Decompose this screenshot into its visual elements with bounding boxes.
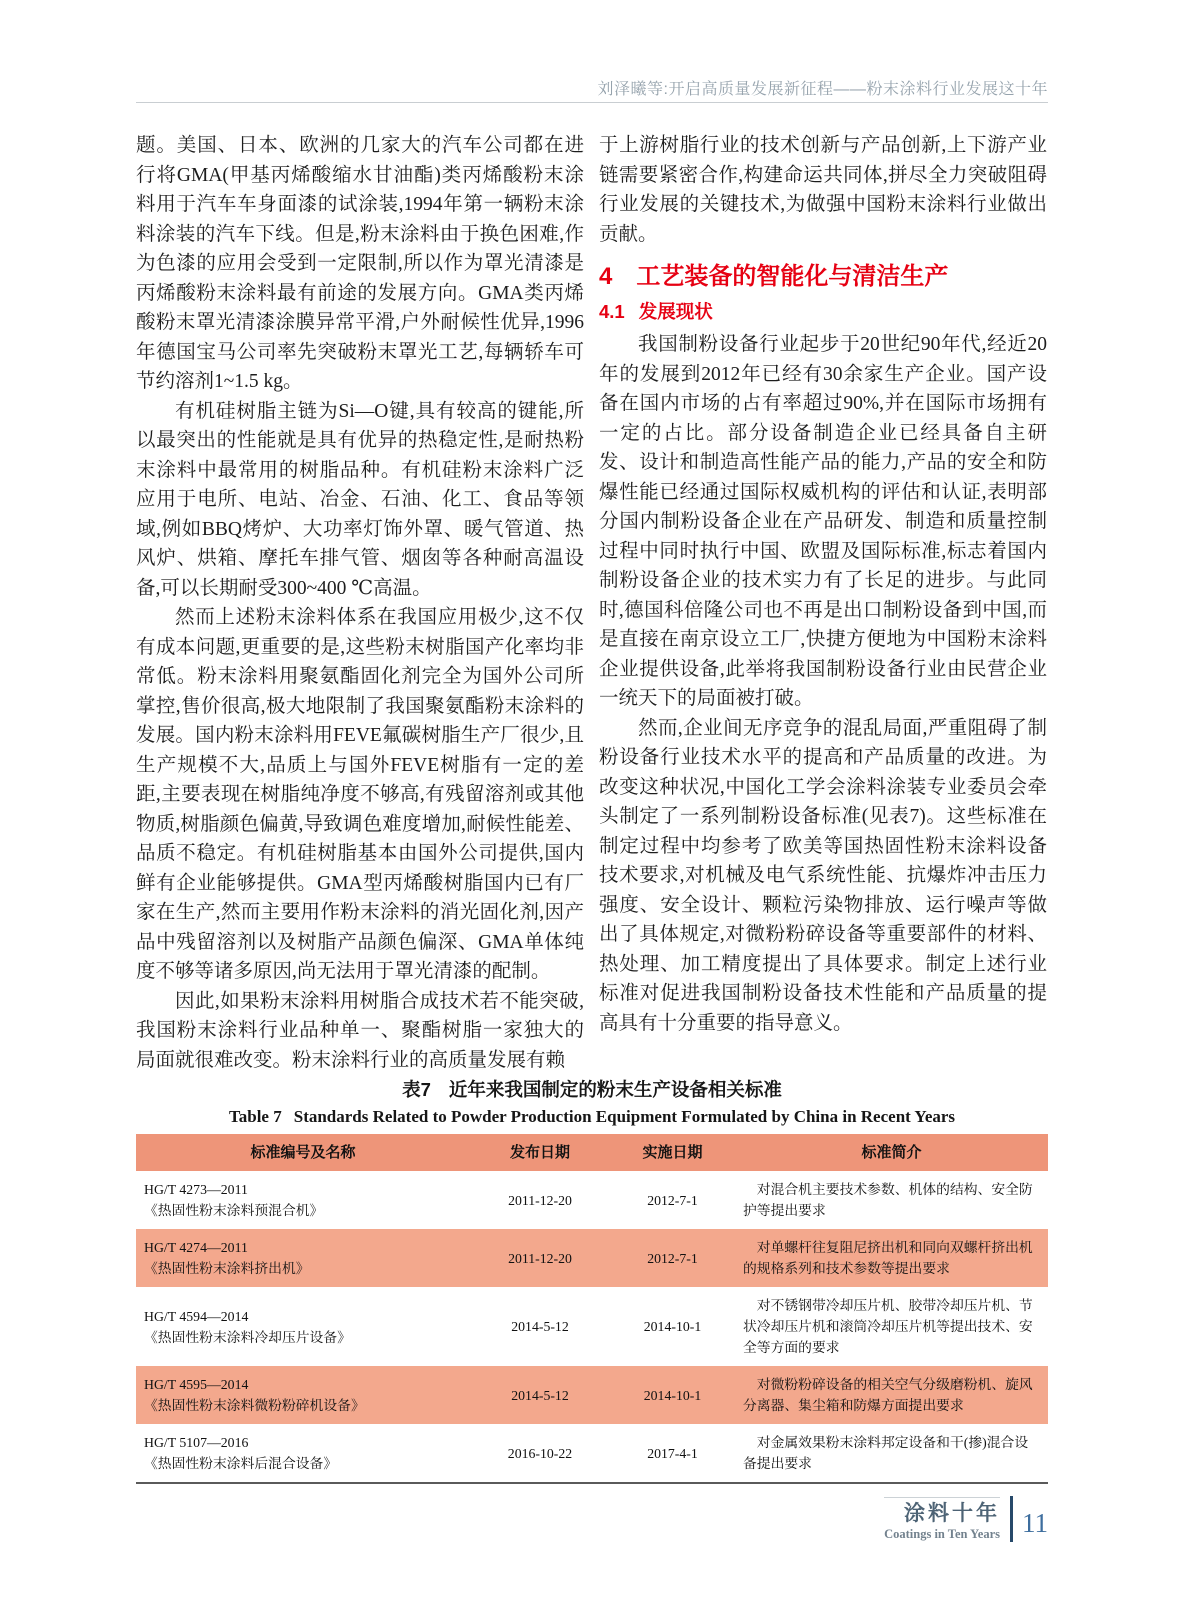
footer-page-number: 11 [1022, 1508, 1048, 1538]
section-heading [599, 262, 1047, 292]
column-header-summary: 标准简介 [735, 1134, 1048, 1171]
implement-date-cell: 2017-4-1 [647, 1445, 698, 1461]
standard-row [136, 1424, 1048, 1483]
standard-code-name-cell [136, 1424, 470, 1483]
table-caption-en [136, 1105, 1048, 1128]
implement-date-cell: 2012-7-1 [647, 1192, 698, 1208]
summary-cell: 对微粉粉碎设备的相关空气分级磨粉机、旋风分离器、集尘箱和防爆方面提出要求 [735, 1366, 1048, 1424]
right-column [599, 131, 1047, 1075]
summary-cell: 对混合机主要技术参数、机体的结构、安全防护等提出要求 [743, 1182, 1033, 1218]
issue-date-cell: 2011-12-20 [508, 1192, 572, 1208]
page-footer [884, 1496, 1048, 1542]
standard-row [136, 1229, 1048, 1287]
left-column [136, 131, 584, 1075]
footer-brand-zh: 涂料十年 [904, 1501, 1000, 1525]
summary-cell: 对不锈钢带冷却压片机、胶带冷却压片机、节状冷却压片机和滚筒冷却压片机等提出技术、安全等方面的要求 [743, 1298, 1033, 1355]
standard-name: 《热固性粉末涂料后混合设备》 [144, 1456, 338, 1471]
body-paragraph: 然而上述粉末涂料体系在我国应用极少,这不仅有成本问题,更重要的是,这些粉末树脂国产化率均非常低。粉末涂料用聚氨酯固化剂完全为国外公司所掌控,售价很高,极大地限制了我国聚氨酯粉末涂料的发展。国内粉末涂料用FEVE氟碳树脂生产厂很少,且生产规模不大,品质上与国外FEVE树脂有一定的差距,主要表现在树脂纯净度不够高,有残留溶剂或其他物质,树脂颜色偏黄,导致调色难度增加,耐候性能差、品质不稳定。有机硅树脂基本由国外公司提供,国内鲜有企业能够提供。GMA型丙烯酸树脂国内已有厂家在生产,然而主要用作粉末涂料的消光固化剂,因产品中残留溶剂以及树脂产品颜色偏深、GMA单体纯度不够等诸多原因,尚无法用于罩光清漆的配制。 [136, 607, 584, 982]
body-paragraph: 因此,如果粉末涂料用树脂合成技术若不能突破,我国粉末涂料行业品种单一、聚酯树脂一家独大的局面就很难改变。粉末涂料行业的高质量发展有赖 [136, 990, 584, 1071]
standard-row [136, 1366, 1048, 1424]
standard-code-name-cell [136, 1229, 470, 1287]
subsection-number: 4.1 [599, 301, 625, 322]
table-caption-zh [136, 1078, 1048, 1102]
standard-code: HG/T 4595—2014 [144, 1377, 249, 1392]
header-rule [136, 102, 1048, 103]
section-title: 工艺装备的智能化与清洁生产 [636, 263, 949, 290]
footer-brand [884, 1497, 1000, 1542]
standard-code-name-cell [136, 1171, 470, 1229]
table-caption-en-title: Standards Related to Powder Production Equipment Formulated by China in Recent Years [293, 1107, 956, 1126]
standard-name: 《热固性粉末涂料微粉粉碎机设备》 [144, 1398, 365, 1413]
standard-name: 《热固性粉末涂料预混合机》 [144, 1203, 324, 1218]
table-caption-en-label: Table 7 [228, 1107, 282, 1126]
subsection-title: 发展现状 [638, 301, 713, 322]
standard-code: HG/T 4274—2011 [144, 1240, 248, 1255]
standard-code: HG/T 5107—2016 [144, 1435, 249, 1450]
body-paragraph: 题。美国、日本、欧洲的几家大的汽车公司都在进行将GMA(甲基丙烯酸缩水甘油酯)类丙烯酸粉末涂料用于汽车车身面漆的试涂装,1994年第一辆粉末涂料涂装的汽车下线。但是,粉末涂料由于换色困难,作为色漆的应用会受到一定限制,所以作为罩光清漆是丙烯酸粉末涂料最有前途的发展方向。GMA类丙烯酸粉末罩光清漆涂膜异常平滑,户外耐候性优异,1996年德国宝马公司率先突破粉末罩光工艺,每辆轿车可节约溶剂1~1.5 kg。 [136, 135, 584, 392]
standard-name: 《热固性粉末涂料挤出机》 [144, 1261, 310, 1276]
implement-date-cell: 2014-10-1 [610, 1366, 735, 1424]
issue-date-cell: 2011-12-20 [470, 1229, 610, 1287]
two-column-body [136, 131, 1048, 1075]
body-paragraph: 有机硅树脂主链为Si—O键,具有较高的键能,所以最突出的性能就是具有优异的热稳定性,是耐热粉末涂料中最常用的树脂品种。有机硅粉末涂料广泛应用于电所、电站、冶金、石油、化工、食品等领域,例如BBQ烤炉、大功率灯饰外罩、暖气管道、热风炉、烘箱、摩托车排气管、烟囱等各种耐高温设备,可以长期耐受300~400 ℃高温。 [136, 400, 584, 599]
issue-date-cell: 2016-10-22 [507, 1445, 573, 1461]
standard-code-name-cell [136, 1287, 470, 1366]
running-head-title: 刘泽曦等:开启高质量发展新征程——粉末涂料行业发展这十年 [597, 81, 1048, 98]
standard-row [136, 1171, 1048, 1229]
table-caption-zh-title: 近年来我国制定的粉末生产设备相关标准 [448, 1079, 782, 1100]
standard-name: 《热固性粉末涂料冷却压片设备》 [144, 1329, 351, 1345]
standards-table-block [136, 1078, 1048, 1484]
standard-code: HG/T 4273—2011 [144, 1182, 248, 1197]
footer-brand-en: Coatings in Ten Years [884, 1526, 1000, 1541]
table-header-row [136, 1134, 1048, 1171]
column-header-code-name: 标准编号及名称 [136, 1134, 470, 1171]
body-paragraph: 于上游树脂行业的技术创新与产品创新,上下游产业链需要紧密合作,构建命运共同体,拼尽全力突破阻碍行业发展的关键技术,为做强中国粉末涂料行业做出贡献。 [599, 135, 1047, 245]
body-paragraph: 然而,企业间无序竞争的混乱局面,严重阻碍了制粉设备行业技术水平的提高和产品质量的改进。为改变这种状况,中国化工学会涂料涂装专业委员会牵头制定了一系列制粉设备标准(见表7)。这些标准在制定过程中均参考了欧美等国热固性粉末涂料设备技术要求,对机械及电气系统性能、抗爆炸冲击压力强度、安全设计、颗粒污染物排放、运行噪声等做出了具体规定,对微粉粉碎设备等重要部件的材料、热处理、加工精度提出了具体要求。制定上述行业标准对促进我国制粉设备技术性能和产品质量的提高具有十分重要的指导意义。 [599, 717, 1047, 1034]
body-paragraph: 我国制粉设备行业起步于20世纪90年代,经近20年的发展到2012年已经有30余家生产企业。国产设备在国内市场的占有率超过90%,并在国际市场拥有一定的占比。部分设备制造企业已经具备自主研发、设计和制造高性能产品的能力,产品的安全和防爆性能已经通过国际权威机构的评估和认证,表明部分国内制粉设备企业在产品研发、制造和质量控制过程中同时执行中国、欧盟及国际标准,标志着国内制粉设备企业的技术实力有了长足的进步。与此同时,德国科倍隆公司也不再是出口制粉设备到中国,而是直接在南京设立工厂,快捷方便地为中国粉末涂料企业提供设备,此举将我国制粉设备行业由民营企业一统天下的局面被打破。 [599, 334, 1047, 709]
subsection-heading [599, 299, 1047, 325]
column-header-implement-date: 实施日期 [610, 1134, 735, 1171]
table-caption-zh-label: 表7 [402, 1079, 431, 1100]
implement-date-cell: 2014-10-1 [643, 1319, 702, 1334]
standard-code: HG/T 4594—2014 [144, 1308, 249, 1324]
standards-table [136, 1134, 1048, 1484]
issue-date-cell: 2014-5-12 [470, 1366, 610, 1424]
standard-row [136, 1287, 1048, 1366]
column-header-issue-date: 发布日期 [470, 1134, 610, 1171]
footer-divider-bar [1010, 1496, 1013, 1542]
implement-date-cell: 2012-7-1 [610, 1229, 735, 1287]
standard-code-name-cell [136, 1366, 470, 1424]
summary-cell: 对金属效果粉末涂料邦定设备和干(掺)混合设备提出要求 [743, 1435, 1029, 1471]
issue-date-cell: 2014-5-12 [511, 1319, 569, 1334]
summary-cell: 对单螺杆往复阻尼挤出机和同向双螺杆挤出机的规格系列和技术参数等提出要求 [735, 1229, 1048, 1287]
section-number: 4 [599, 263, 613, 290]
page-content [136, 131, 1048, 1484]
